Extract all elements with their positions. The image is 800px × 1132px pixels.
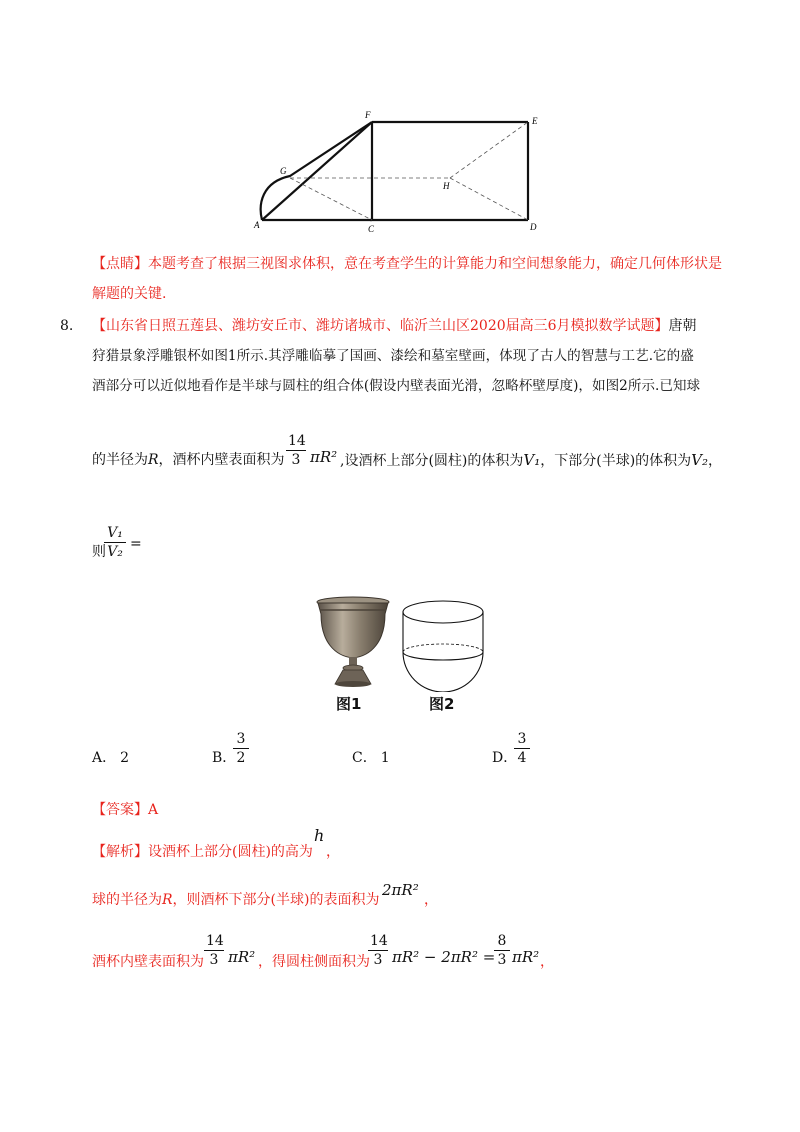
- comment-line-1: [92, 254, 722, 274]
- label-H: H: [443, 181, 450, 191]
- analysis-pi-1: πR²: [228, 948, 256, 966]
- question-line-2: 狩猎景象浮雕银杯如图1所示.其浮雕临摹了国画、漆绘和墓室壁画，体现了古人的智慧与工艺.它的盛: [92, 348, 694, 364]
- analysis-line-1-end: ，: [326, 844, 340, 860]
- question-line-1: [92, 316, 697, 336]
- ask-equals: =: [130, 536, 142, 552]
- analysis-line-3a: 酒杯内壁表面积为: [92, 954, 204, 970]
- question-source: 【山东省日照五莲县、潍坊安丘市、潍坊诸城市、临沂兰山区2020届高三6月模拟数学试题】: [92, 318, 669, 334]
- analysis-line-3b: ，得圆柱侧面积为: [258, 954, 370, 970]
- figure-1-caption: 图1: [336, 695, 362, 713]
- analysis-fraction-1: $\frac{14}{3}$: [206, 933, 224, 968]
- silver-cup-image: [313, 594, 393, 690]
- analysis-fraction-2: $\frac{14}{3}$: [370, 933, 388, 968]
- answer-value: A: [148, 802, 159, 818]
- analysis-pi-3: πR²: [512, 948, 540, 966]
- option-c[interactable]: C． 1: [352, 750, 390, 766]
- label-E: E: [532, 116, 538, 126]
- label-D: D: [530, 222, 537, 232]
- question-line-3: 酒部分可以近似地看作是半球与圆柱的组合体(假设内壁表面光滑，忽略杯壁厚度)，如图2所示.已知球: [92, 378, 701, 394]
- geometry-figure: [250, 108, 550, 238]
- analysis-expr-mid: πR² − 2πR² =: [392, 948, 496, 966]
- option-b-fraction: $\frac{3}{2}$: [233, 730, 249, 767]
- hemisphere-area-expr: 2πR²: [382, 881, 419, 899]
- ask-prefix: 则: [92, 544, 106, 560]
- edge-AF: [262, 122, 372, 220]
- question-line-4b: ,设酒杯上部分(圆柱)的体积为V₁，下部分(半球)的体积为V₂，: [340, 451, 723, 469]
- ratio-fraction: $\frac{\text{V₁}}{\text{V₂}}$: [104, 524, 126, 561]
- label-G: G: [280, 166, 287, 176]
- analysis-line-1: 【解析】设酒杯上部分(圆柱)的高为: [92, 844, 313, 860]
- figure-2-caption: 图2: [429, 695, 455, 713]
- option-d-label[interactable]: D．: [492, 750, 518, 766]
- analysis-fraction-3: $\frac{8}{3}$: [494, 932, 510, 969]
- analysis-line-3-end: ，: [540, 954, 554, 970]
- variable-h: h: [314, 826, 325, 845]
- comment-line-2: 解题的关键.: [92, 286, 167, 302]
- question-number: 8.: [60, 318, 74, 334]
- question-line-1-tail: 唐朝: [668, 318, 697, 334]
- surface-area-fraction: $\frac{14}{3}$: [288, 433, 306, 468]
- cylinder-hemisphere-diagram: [398, 596, 488, 692]
- analysis-line-2: 球的半径为R，则酒杯下部分(半球)的表面积为: [92, 892, 380, 908]
- option-b-label[interactable]: B．: [212, 750, 237, 766]
- question-line-4a: 的半径为R，酒杯内壁表面积为: [92, 452, 285, 468]
- option-d-fraction: $\frac{3}{4}$: [514, 730, 530, 767]
- comment-text-1: 本题考查了根据三视图求体积，意在考查学生的计算能力和空间想象能力，确定几何体形状是: [148, 256, 722, 272]
- analysis-line-2-end: ，: [424, 892, 438, 908]
- answer-line: 【答案】A: [92, 802, 159, 818]
- label-F: F: [365, 110, 371, 120]
- label-A: A: [254, 220, 260, 230]
- pi-r-squared: πR²: [310, 448, 338, 466]
- option-a[interactable]: A． 2: [92, 750, 130, 766]
- label-C: C: [368, 224, 375, 234]
- comment-tag: 【点睛】: [92, 256, 148, 272]
